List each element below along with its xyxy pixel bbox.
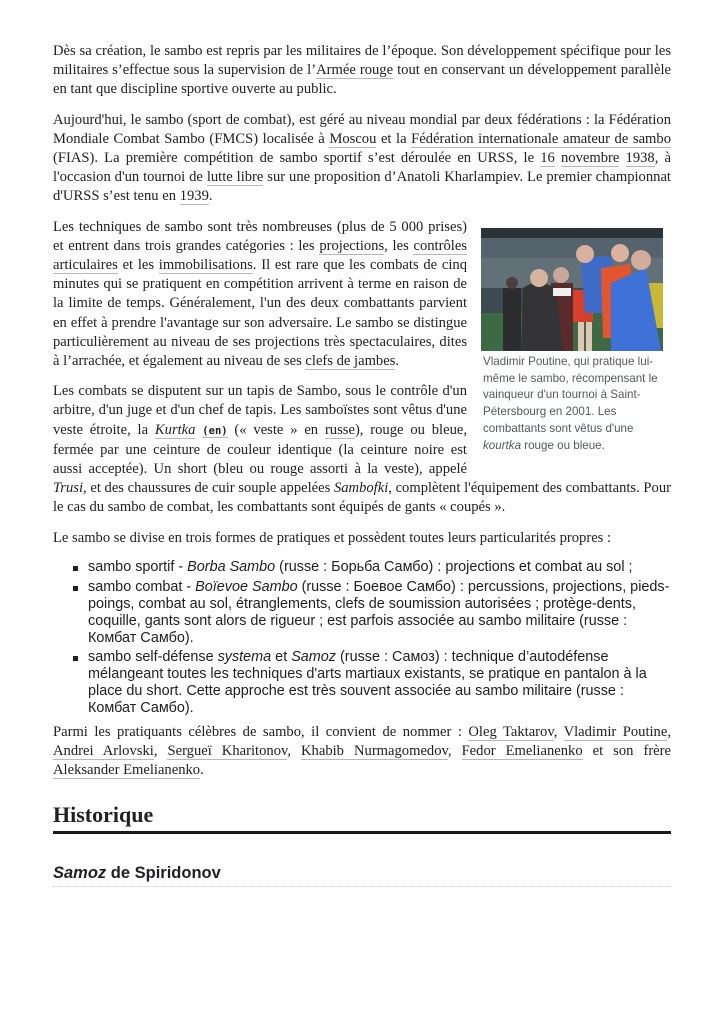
link-immobilisations[interactable]: immobilisations <box>158 257 253 274</box>
article-body <box>53 42 671 887</box>
link-andrei-arlovski[interactable]: Andrei Arlovski <box>53 743 154 760</box>
link-moscou[interactable]: Moscou <box>329 130 377 147</box>
paragraph-combats: Les combats se disputent sur un tapis de Sambo, sous le contrôle d'un arbitre, d'un juge et d'un chef de tapis. Les samboïstes sont vêtus d'une veste étroite, la Kurtka (en) (« veste » en russe), rouge ou bleue, fermée par une ceinture de couleur identique (la ceinture noire est aussi acceptée). Un short (bleu ou rouge assorti à la veste), appelé Trusi, et des chaussures de cuir souple appelées Sambofki, complètent l'équipement des combattants. Pour le cas du sambo de combat, les combattants sont équipés de gants « coupés ». <box>53 383 671 516</box>
subsection-heading-samoz: Samoz de Spiridonov <box>53 862 671 887</box>
figure-caption: Vladimir Poutine, qui pratique lui-même le sambo, récompensant le vainqueur d'un tournoi à Saint-Pétersbourg en 2001. Les combattants sont vêtus d'une kourtka rouge ou bleue. <box>483 354 658 453</box>
link-russe[interactable]: russe <box>324 421 355 438</box>
paragraph-famous-practitioners: Parmi les pratiquants célèbres de sambo, il convient de nommer : Oleg Taktarov, Vladimir Poutine, Andrei Arlovski, Sergueï Kharitonov, Khabib Nurmagomedov, Fedor Emelianenko et son frère Aleksander Emelianenko. <box>53 724 672 779</box>
sambo-award-photo[interactable] <box>481 228 663 351</box>
link-clefs-de-jambes[interactable]: clefs de jambes <box>305 353 396 370</box>
paragraph-forms-intro: Le sambo se divise en trois formes de pratiques et possèdent toutes leurs particularités propres : <box>53 529 612 546</box>
paragraph-federations: Aujourd'hui, le sambo (sport de combat), est géré au niveau mondial par deux fédérations : la Fédération Mondiale Combat Sambo (FMCS) localisée à Moscou et la Fédération internationale amateur de sambo (FIAS). La première compétition de sambo sportif s’est déroulée en URSS, le 16 novembre 1938, à l'occasion d'un tournoi de lutte libre sur une proposition d’Anatoli Kharlampiev. Le premier championnat d'URSS s’est tenu en 1939. <box>53 111 671 205</box>
link-serguei-kharitonov[interactable]: Sergueï Kharitonov <box>167 743 288 760</box>
link-fedor-emelianenko[interactable]: Fedor Emelianenko <box>461 743 583 760</box>
paragraph-techniques: Les techniques de sambo sont très nombreuses (plus de 5 000 prises) et entrent dans trois grandes catégories : les projections, les contrôles articulaires et les immobilisations. Il est rare que les combats de cinq minutes qui se pratiquent en compétition arrivent à terme en raison de la limite de temps. Généralement, l'un des deux combattants parvient en effet à prendre l'avantage sur son adversaire. Le sambo se distingue particulièrement au niveau de ses projections très spectaculaires, dites à l’arrachée, et également au niveau de ses clefs de jambes. <box>53 218 467 370</box>
link-oleg-taktarov[interactable]: Oleg Taktarov <box>468 724 554 741</box>
section-heading-historique: Historique <box>53 801 671 834</box>
link-1938[interactable]: 1938 <box>625 150 655 167</box>
link-aleksander-emelianenko[interactable]: Aleksander Emelianenko <box>53 762 201 779</box>
link-1939[interactable]: 1939 <box>179 188 209 205</box>
list-item-sambo-sportif: sambo sportif - Borba Sambo (russe : Борьба Самбо) : projections et combat au sol ; <box>88 559 671 576</box>
link-lutte-libre[interactable]: lutte libre <box>206 169 264 186</box>
link-khabib-nurmagomedov[interactable]: Khabib Nurmagomedov <box>301 743 448 760</box>
link-armee-rouge[interactable]: Armée rouge <box>316 62 394 79</box>
link-vladimir-poutine[interactable]: Vladimir Poutine <box>563 724 668 741</box>
paragraph-creation: Dès sa création, le sambo est repris par les militaires de l’époque. Son développement spécifique pour les militaires s’effectue sous la supervision de l’Armée rouge tout en conservant un développement parallèle en tant que discipline sportive ouverte au public. <box>53 43 671 98</box>
link-novembre[interactable]: novembre <box>561 150 620 167</box>
link-projections[interactable]: projections <box>319 237 385 254</box>
link-controles-articulaires[interactable]: contrôles articulaires <box>53 237 467 274</box>
thumbnail-figure <box>481 228 665 455</box>
link-fias[interactable]: Fédération internationale amateur de sambo <box>411 130 671 147</box>
link-kurtka[interactable]: Kurtka <box>154 421 196 438</box>
list-item-sambo-combat: sambo combat - Boïevoe Sambo (russe : Боевое Самбо) : percussions, projections, pieds-poings, combat au sol, étranglements, clefs de soumission autorisées ; protège-dents, coquille, gants sont alors de rigueur ; est parfois associée au sambo militaire (russe : Комбат Самбо). <box>88 578 670 646</box>
list-item-sambo-self-defense: sambo self-défense systema et Samoz (russe : Самоз) : technique d’autodéfense mélangeant toutes les techniques d'arts martiaux existants, se pratique en pantalon à la place du short. Cette approche est très souvent associée au sambo militaire (russe : Комбат Самбо). <box>88 649 671 717</box>
link-16[interactable]: 16 <box>540 150 555 167</box>
link-kurtka-en[interactable]: (en) <box>202 424 228 437</box>
forms-list <box>53 559 671 717</box>
